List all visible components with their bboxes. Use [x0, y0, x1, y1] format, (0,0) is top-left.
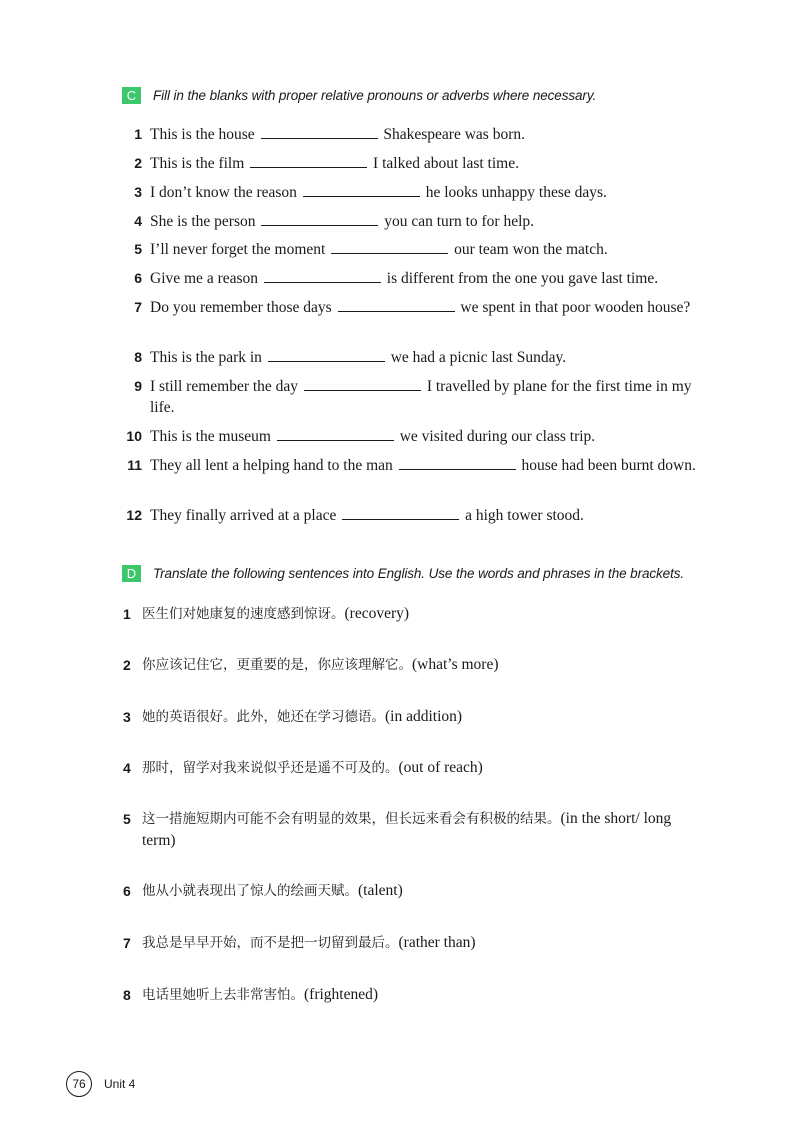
answer-blank[interactable] — [303, 182, 420, 197]
item-text-after: is different from the one you gave last time. — [386, 270, 659, 287]
exercise-item — [120, 376, 700, 418]
item-number: 6 — [123, 883, 131, 899]
item-text-before: Do you remember those days — [150, 299, 332, 316]
exercise-item — [120, 268, 700, 289]
item-number: 7 — [134, 299, 142, 315]
translation-item — [120, 757, 700, 779]
translation-item — [120, 603, 700, 625]
unit-label: Unit 4 — [104, 1077, 136, 1091]
item-text-after: we had a picnic last Sunday. — [390, 349, 567, 366]
item-number: 6 — [134, 270, 142, 286]
exercise-item — [120, 239, 700, 260]
answer-blank[interactable] — [250, 153, 367, 168]
item-text-after: I talked about last time. — [373, 155, 519, 172]
item-text-before: Give me a reason — [150, 270, 259, 287]
item-text-before: This is the museum — [150, 428, 271, 445]
chinese-sentence: 那时，留学对我来说似乎还是遥不可及的。 — [142, 760, 399, 776]
item-text-before: She is the person — [150, 213, 256, 230]
item-text-before: This is the park in — [150, 349, 262, 366]
item-number: 10 — [126, 428, 142, 444]
item-text-after: you can turn to for help. — [384, 213, 535, 230]
answer-blank[interactable] — [261, 211, 378, 226]
exercise-item — [120, 182, 700, 203]
keyword-hint: (recovery) — [344, 605, 410, 622]
item-text-after: we visited during our class trip. — [399, 428, 596, 445]
answer-blank[interactable] — [399, 455, 516, 470]
chinese-sentence: 医生们对她康复的速度感到惊讶。 — [142, 606, 345, 622]
page-footer — [66, 1071, 135, 1097]
answer-blank[interactable] — [304, 376, 421, 391]
item-number: 11 — [127, 457, 142, 473]
page-number: 76 — [66, 1071, 92, 1097]
keyword-hint: (in addition) — [385, 708, 463, 725]
item-number: 8 — [134, 349, 142, 365]
item-text-before: I don’t know the reason — [150, 184, 297, 201]
item-number: 3 — [134, 184, 142, 200]
item-number: 1 — [123, 606, 131, 622]
translation-item — [120, 808, 700, 852]
exercise-item — [120, 124, 700, 145]
section-badge: D — [122, 565, 141, 582]
exercise-item — [120, 347, 700, 368]
answer-blank[interactable] — [277, 426, 394, 441]
translation-item — [120, 654, 700, 676]
chinese-sentence: 电话里她听上去非常害怕。 — [142, 987, 304, 1003]
chinese-sentence: 这一措施短期内可能不会有明显的效果，但长远来看会有积极的结果。 — [142, 811, 561, 827]
keyword-hint: (talent) — [358, 882, 403, 899]
translation-item — [120, 932, 700, 954]
item-text-before: This is the film — [150, 155, 245, 172]
item-text-before: This is the house — [150, 126, 255, 143]
keyword-hint: (in the short/ long term) — [142, 810, 672, 849]
answer-blank[interactable] — [338, 297, 455, 312]
section-instruction: Translate the following sentences into English. Use the words and phrases in the brackets. — [153, 566, 685, 581]
answer-blank[interactable] — [331, 239, 448, 254]
translation-item — [120, 880, 700, 902]
keyword-hint: (what’s more) — [412, 656, 499, 673]
item-number: 4 — [123, 760, 131, 776]
item-text-after: house had been burnt down. — [521, 457, 696, 474]
item-number: 7 — [123, 935, 131, 951]
item-number: 12 — [126, 507, 142, 523]
exercise-item — [120, 426, 700, 447]
item-text-before: I’ll never forget the moment — [150, 241, 326, 258]
item-text-after: I travelled by plane for the first time in my life. — [150, 378, 692, 416]
keyword-hint: (frightened) — [304, 986, 379, 1003]
chinese-sentence: 她的英语很好。此外，她还在学习德语。 — [142, 709, 385, 725]
item-text-before: They all lent a helping hand to the man — [150, 457, 393, 474]
exercise-item — [120, 211, 700, 232]
exercise-item — [120, 505, 700, 526]
item-number: 8 — [123, 987, 131, 1003]
item-text-before: They finally arrived at a place — [150, 507, 337, 524]
item-text-after: a high tower stood. — [465, 507, 584, 524]
section-instruction: Fill in the blanks with proper relative pronouns or adverbs where necessary. — [153, 88, 597, 103]
item-number: 2 — [123, 657, 131, 673]
item-text-after: our team won the match. — [454, 241, 608, 258]
item-text-after: Shakespeare was born. — [383, 126, 525, 143]
exercise-item — [120, 153, 700, 174]
item-number: 5 — [134, 241, 142, 257]
item-number: 2 — [134, 155, 142, 171]
item-number: 3 — [123, 709, 131, 725]
section-badge: C — [122, 87, 141, 104]
translation-item — [120, 706, 700, 728]
chinese-sentence: 他从小就表现出了惊人的绘画天赋。 — [142, 883, 358, 899]
exercise-item — [120, 455, 700, 476]
translation-item — [120, 984, 700, 1006]
item-text-before: I still remember the day — [150, 378, 299, 395]
answer-blank[interactable] — [261, 124, 378, 139]
section-c-header — [122, 87, 596, 104]
item-number: 5 — [123, 811, 131, 827]
item-text-after: we spent in that poor wooden house? — [460, 299, 691, 316]
item-number: 4 — [134, 213, 142, 229]
chinese-sentence: 你应该记住它，更重要的是，你应该理解它。 — [142, 657, 412, 673]
exercise-item — [120, 297, 700, 318]
section-d-header — [122, 565, 684, 582]
chinese-sentence: 我总是早早开始，而不是把一切留到最后。 — [142, 935, 399, 951]
keyword-hint: (out of reach) — [398, 759, 483, 776]
item-number: 1 — [134, 126, 142, 142]
answer-blank[interactable] — [264, 268, 381, 283]
keyword-hint: (rather than) — [398, 934, 476, 951]
item-text-after: he looks unhappy these days. — [425, 184, 607, 201]
answer-blank[interactable] — [342, 505, 459, 520]
item-number: 9 — [134, 378, 142, 394]
answer-blank[interactable] — [268, 347, 385, 362]
